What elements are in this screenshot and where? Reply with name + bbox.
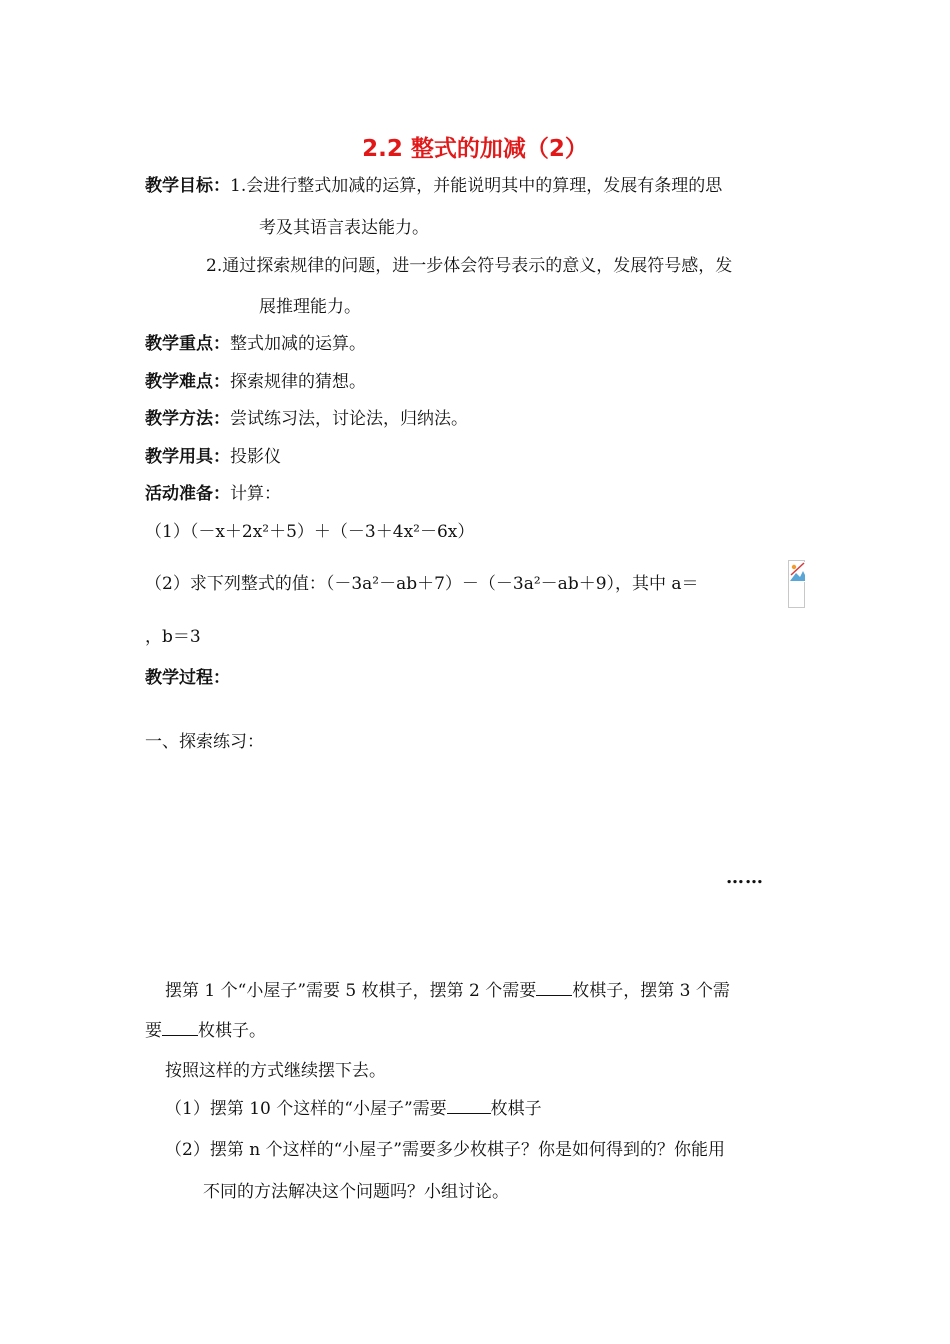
process-label: 教学过程：	[145, 668, 230, 688]
prep-label: 活动准备：	[145, 484, 230, 504]
objective-2-line-1: 2.通过探索规律的问题，进一步体会符号表示的意义，发展符号感，发	[206, 256, 733, 276]
difficulty-row	[145, 370, 366, 394]
problem-line-1-b: 枚棋子，摆第 3 个需	[572, 981, 730, 1001]
tools-text: 投影仪	[230, 447, 281, 467]
objective-2-line-2: 展推理能力。	[259, 297, 361, 317]
problem-line-2	[145, 1019, 266, 1043]
key-point-row	[145, 332, 366, 356]
objectives-row	[145, 174, 722, 198]
prep-question-2: （2）求下列整式的值：（－3a²－ab＋7）－（－3a²－ab＋9），其中 a＝	[145, 574, 699, 594]
answer-blank-2nd	[536, 979, 572, 996]
tools-row	[145, 445, 281, 469]
method-label: 教学方法：	[145, 409, 230, 429]
problem-line-2-b: 枚棋子。	[198, 1021, 266, 1041]
method-row	[145, 407, 468, 431]
method-text: 尝试练习法，讨论法，归纳法。	[230, 409, 468, 429]
objective-1-line-1: 1.会进行整式加减的运算，并能说明其中的算理，发展有条理的思	[230, 176, 723, 196]
section-1-heading: 一、探索练习：	[145, 732, 264, 752]
broken-image-icon	[788, 560, 805, 608]
answer-blank-3rd	[162, 1019, 198, 1036]
tools-label: 教学用具：	[145, 447, 230, 467]
objectives-label: 教学目标：	[145, 176, 230, 196]
problem-line-4-a: （1）摆第 10 个这样的“小屋子”需要	[165, 1099, 447, 1119]
problem-line-2-a: 要	[145, 1021, 162, 1041]
difficulty-label: 教学难点：	[145, 372, 230, 392]
prep-question-2-continued: ，b＝3	[145, 627, 201, 647]
objective-1-line-2: 考及其语言表达能力。	[259, 218, 429, 238]
key-point-text: 整式加减的运算。	[230, 334, 366, 354]
problem-line-6: 不同的方法解决这个问题吗？小组讨论。	[203, 1182, 509, 1202]
page-title: 2.2 整式的加减（2）	[362, 136, 588, 162]
problem-line-5: （2）摆第 n 个这样的“小屋子”需要多少枚棋子？你是如何得到的？你能用	[165, 1140, 725, 1160]
difficulty-text: 探索规律的猜想。	[230, 372, 366, 392]
problem-line-1-a: 摆第 1 个“小屋子”需要 5 枚棋子，摆第 2 个需要	[165, 981, 537, 1001]
ellipsis: ……	[726, 867, 764, 888]
problem-line-4-b: 枚棋子	[490, 1099, 542, 1119]
problem-line-4	[165, 1097, 542, 1121]
problem-line-1	[165, 979, 730, 1003]
prep-question-1: （1）（－x＋2x²＋5）＋（－3＋4x²－6x）	[145, 522, 475, 542]
answer-blank-10th	[447, 1097, 491, 1114]
key-point-label: 教学重点：	[145, 334, 230, 354]
problem-line-3: 按照这样的方式继续摆下去。	[165, 1061, 386, 1081]
prep-text: 计算：	[230, 484, 281, 504]
prep-row	[145, 482, 281, 506]
